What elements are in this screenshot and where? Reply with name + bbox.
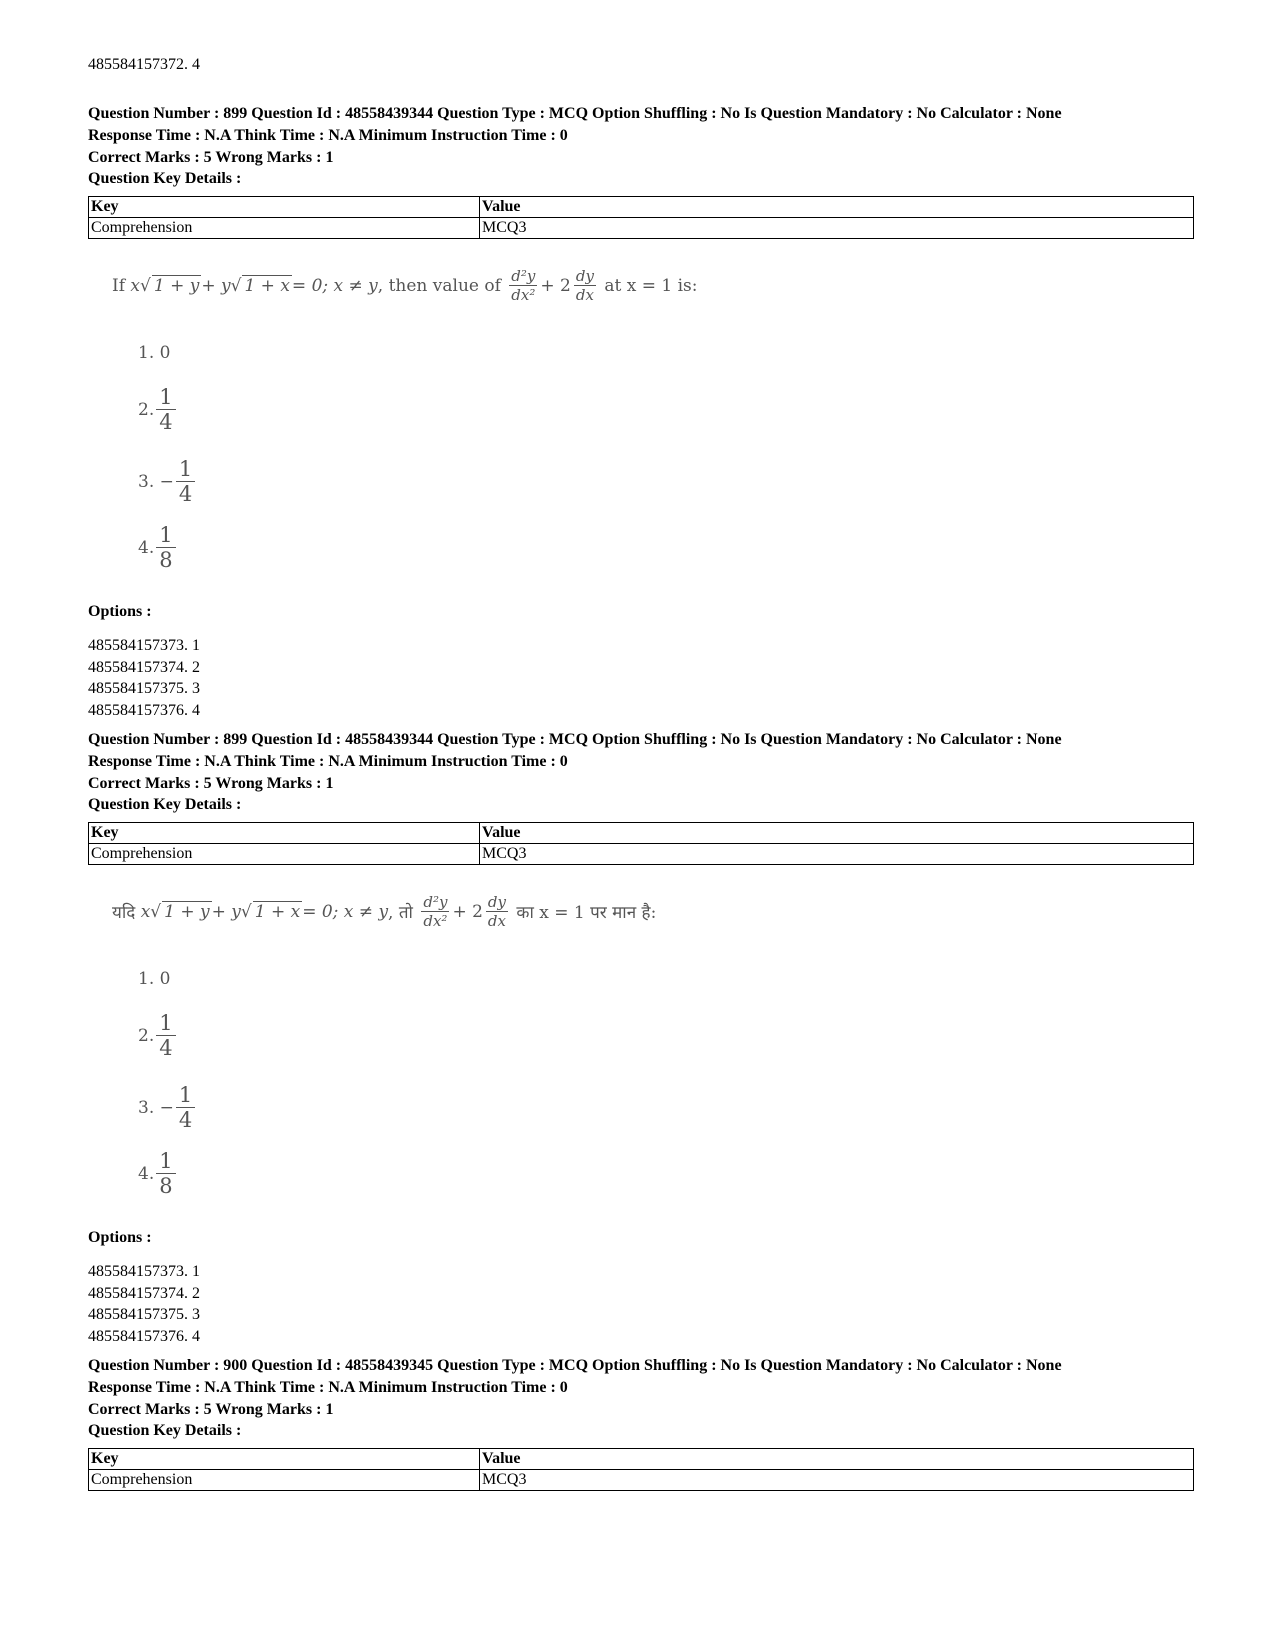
question-meta-line2: Response Time : N.A Think Time : N.A Minimum Instruction Time : 0 <box>88 126 568 144</box>
table-header-value: Value <box>480 1449 1194 1470</box>
list-item: 485584157374. 2 <box>88 1284 200 1302</box>
list-item: 485584157376. 4 <box>88 1327 200 1345</box>
stem-suffix: का x = 1 पर मान है: <box>516 903 657 924</box>
stem-prefix: यदि <box>112 903 136 924</box>
math-sqrt2: 1 + x <box>244 276 290 297</box>
stem-prefix: If <box>112 275 126 296</box>
options-list <box>88 1261 1194 1347</box>
question-meta-line2: Response Time : N.A Think Time : N.A Minimum Instruction Time : 0 <box>88 1378 568 1396</box>
question-meta-line3: Correct Marks : 5 Wrong Marks : 1 <box>88 774 334 792</box>
question-key-table <box>88 1448 1194 1491</box>
table-cell-value: MCQ3 <box>480 844 1194 865</box>
math-plus2: + 2 <box>452 901 483 922</box>
math-x: x <box>140 901 151 922</box>
question-meta-line1: Question Number : 900 Question Id : 48558439345 Question Type : MCQ Option Shuffling : No Is Question Mandatory : No Calculator : None <box>88 1357 1062 1374</box>
question-meta-line4: Question Key Details : <box>88 170 242 188</box>
table-header-key: Key <box>89 197 480 218</box>
table-cell-key: Comprehension <box>89 1470 480 1491</box>
question-meta-line2: Response Time : N.A Think Time : N.A Minimum Instruction Time : 0 <box>88 752 568 770</box>
choice-3: 3. − $\frac{1}{4}$ <box>138 457 195 506</box>
question-meta-line3: Correct Marks : 5 Wrong Marks : 1 <box>88 148 334 166</box>
choice-4: 4. $\frac{1}{8}$ <box>138 523 176 572</box>
choice-4: 4. $\frac{1}{8}$ <box>138 1149 176 1198</box>
options-list <box>88 635 1194 721</box>
table-header-value: Value <box>480 823 1194 844</box>
list-item: 485584157373. 1 <box>88 637 200 655</box>
list-item: 485584157374. 2 <box>88 658 200 676</box>
question-image <box>88 261 1194 601</box>
choice-3: 3. − $\frac{1}{4}$ <box>138 1083 195 1132</box>
table-cell-key: Comprehension <box>89 844 480 865</box>
list-item: 485584157375. 3 <box>88 1306 200 1324</box>
question-stem: If x √ 1 + y + y √ 1 + x = 0; x ≠ y , then value of $\frac{\text{d²y}}{\text{dx²}}$ + 2 $\frac{dy}{dx}$ at x = 1 is: <box>112 267 698 305</box>
question-meta-line1: Question Number : 899 Question Id : 48558439344 Question Type : MCQ Option Shuffling : No Is Question Mandatory : No Calculator : None <box>88 105 1062 122</box>
table-cell-value: MCQ3 <box>480 1470 1194 1491</box>
math-sqrt1: 1 + y <box>164 902 210 923</box>
list-item: 485584157373. 1 <box>88 1263 200 1281</box>
math-frac-dy: $\frac{dy}{dx}$ <box>575 267 594 305</box>
question-key-table <box>88 822 1194 865</box>
question-block-2 <box>88 729 1194 1347</box>
stem-condition: , तो <box>388 903 413 924</box>
math-frac-d2y: $\frac{\text{d²y}}{\text{dx²}}$ <box>511 267 536 305</box>
math-frac-d2y: $\frac{\text{d²y}}{\text{dx²}}$ <box>423 893 448 931</box>
question-key-table <box>88 196 1194 239</box>
table-header-key: Key <box>89 823 480 844</box>
math-sqrt2: 1 + x <box>254 902 301 923</box>
list-item: 485584157375. 3 <box>88 680 200 698</box>
question-meta-line4: Question Key Details : <box>88 796 242 814</box>
question-image <box>88 887 1194 1227</box>
question-meta-line3: Correct Marks : 5 Wrong Marks : 1 <box>88 1400 334 1418</box>
options-label: Options : <box>88 1229 152 1247</box>
math-plus-y: + y <box>211 901 241 922</box>
math-eq: = 0; x ≠ y <box>302 901 389 922</box>
question-meta-line1: Question Number : 899 Question Id : 48558439344 Question Type : MCQ Option Shuffling : No Is Question Mandatory : No Calculator : None <box>88 731 1062 748</box>
question-block-3 <box>88 1355 1194 1491</box>
choice-1: 1. 0 <box>138 969 171 990</box>
question-block-1 <box>88 103 1194 721</box>
math-x: x <box>130 275 141 296</box>
choice-2: 2. $\frac{1}{4}$ <box>138 385 176 434</box>
choice-1: 1. 0 <box>138 343 171 364</box>
previous-option-line: 485584157372. 4 <box>88 56 200 73</box>
choice-2: 2. $\frac{1}{4}$ <box>138 1011 176 1060</box>
table-cell-key: Comprehension <box>89 218 480 239</box>
table-header-key: Key <box>89 1449 480 1470</box>
math-sqrt1: 1 + y <box>153 276 200 297</box>
math-frac-dy: $\frac{dy}{dx}$ <box>487 893 506 931</box>
list-item: 485584157376. 4 <box>88 701 200 719</box>
math-eq: = 0; x ≠ y <box>291 275 378 296</box>
question-stem: यदि x √ 1 + y + y √ 1 + x = 0; x ≠ y , तो $\frac{\text{d²y}}{\text{dx²}}$ + 2 $\frac{dy}{dx}$ का x = 1 पर मान है: <box>112 893 657 931</box>
question-meta-line4: Question Key Details : <box>88 1422 242 1440</box>
stem-suffix: at x = 1 is: <box>604 275 698 296</box>
table-cell-value: MCQ3 <box>480 218 1194 239</box>
math-plus-y: + y <box>201 275 231 296</box>
math-plus2: + 2 <box>540 275 571 296</box>
stem-condition: , then value of <box>377 275 501 296</box>
table-header-value: Value <box>480 197 1194 218</box>
options-label: Options : <box>88 603 152 621</box>
